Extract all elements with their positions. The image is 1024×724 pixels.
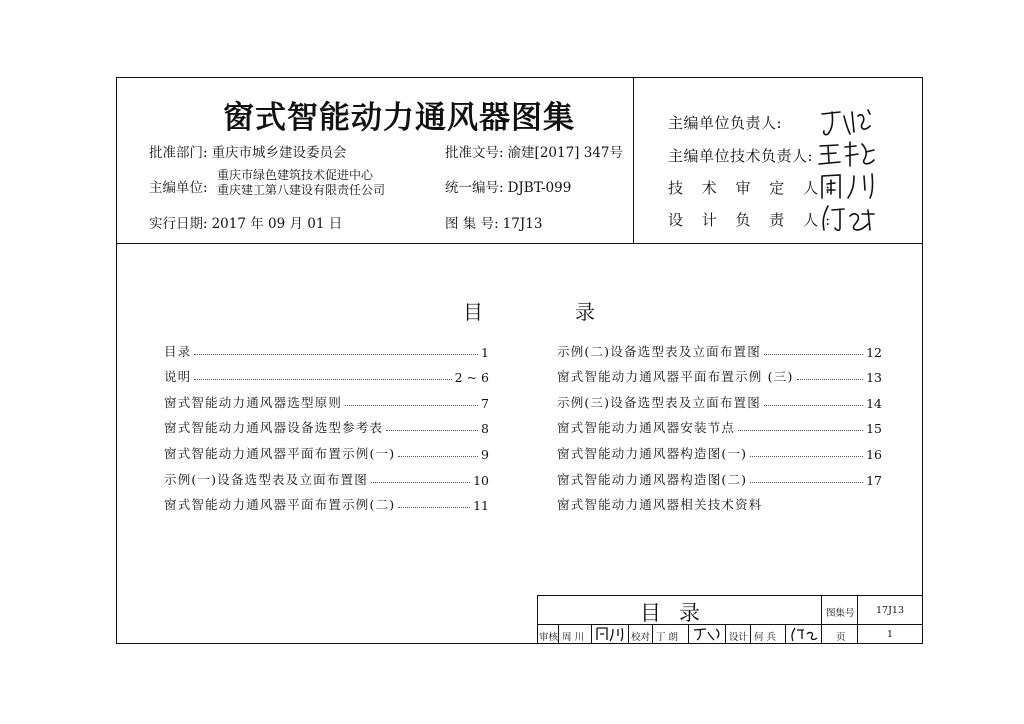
toc-entry[interactable] bbox=[557, 385, 882, 411]
toc-entry-page: 9 bbox=[481, 446, 489, 462]
toc-entry-label: 窗式智能动力通风器构造图(二) bbox=[557, 471, 748, 487]
unified-no-value: DJBT-099 bbox=[507, 180, 572, 196]
header-divider bbox=[116, 243, 923, 244]
leader-dots bbox=[738, 430, 863, 431]
title-block-row-divider bbox=[537, 624, 923, 625]
approval-dept-value: 重庆市城乡建设委员会 bbox=[211, 145, 347, 161]
signature-chief bbox=[818, 106, 878, 138]
toc-entry-page: 1 bbox=[481, 344, 489, 360]
toc-entry-page: 11 bbox=[473, 498, 489, 514]
toc-entry-page: 13 bbox=[866, 370, 882, 386]
toc-title-right: 录 bbox=[575, 300, 595, 324]
title-block-divider bbox=[652, 624, 653, 644]
toc-entry-page: 12 bbox=[866, 344, 882, 360]
approval-no bbox=[445, 141, 623, 161]
title-block-atlas-label: 图集号 bbox=[826, 608, 855, 619]
toc-entry[interactable] bbox=[557, 436, 882, 462]
toc-entry[interactable] bbox=[557, 360, 882, 386]
design-label: 设计 bbox=[729, 632, 749, 643]
leader-dots bbox=[797, 379, 864, 380]
leader-dots bbox=[764, 354, 863, 355]
signature-tech bbox=[818, 138, 878, 170]
toc-entry[interactable] bbox=[557, 411, 882, 437]
toc-entry[interactable] bbox=[557, 488, 882, 514]
toc-entry-page: 14 bbox=[866, 395, 882, 411]
title-block-divider bbox=[750, 624, 751, 644]
toc-entry-page: 7 bbox=[481, 395, 489, 411]
page-label: 页 bbox=[836, 632, 846, 643]
atlas-no bbox=[445, 212, 542, 232]
toc-left-column bbox=[164, 334, 489, 513]
designer-signature bbox=[789, 626, 819, 642]
title-block-divider bbox=[558, 624, 559, 644]
toc-entry[interactable] bbox=[164, 436, 489, 462]
checker-name: 丁 朗 bbox=[656, 632, 679, 643]
toc-title-left: 目 bbox=[463, 300, 483, 324]
title-block-divider bbox=[725, 624, 726, 644]
toc-entry-label: 窗式智能动力通风器平面布置示例(二) bbox=[164, 497, 396, 513]
toc-entry-label: 示例(一)设备选型表及立面布置图 bbox=[164, 471, 368, 487]
title-block-divider bbox=[688, 624, 689, 644]
toc-entry[interactable] bbox=[164, 385, 489, 411]
toc-entry-label: 窗式智能动力通风器设备选型参考表 bbox=[164, 420, 384, 436]
toc-entry-label: 窗式智能动力通风器平面布置示例 (三) bbox=[557, 369, 794, 385]
leader-dots bbox=[398, 507, 470, 508]
approval-no-label: 批准文号: bbox=[445, 145, 504, 161]
title-block-atlas-no: 17J13 bbox=[876, 605, 904, 616]
toc-entry[interactable] bbox=[557, 462, 882, 488]
toc-entry-page: 2 ~ 6 bbox=[454, 370, 489, 386]
title-block-title: 目录 bbox=[640, 601, 718, 625]
toc-entry-label: 窗式智能动力通风器平面布置示例(一) bbox=[164, 445, 396, 461]
impl-date-label: 实行日期: bbox=[149, 216, 208, 232]
impl-date bbox=[149, 212, 342, 232]
toc-entry-page: 17 bbox=[866, 472, 882, 488]
impl-date-value: 2017 年 09 月 01 日 bbox=[211, 216, 343, 232]
toc-entry-label: 窗式智能动力通风器相关技术资料 bbox=[557, 497, 763, 513]
toc-entry-label: 示例(三)设备选型表及立面布置图 bbox=[557, 394, 761, 410]
editor-org-2: 重庆建工第八建设有限责任公司 bbox=[217, 183, 386, 197]
check-label: 校对 bbox=[631, 632, 651, 643]
title-block-divider bbox=[628, 624, 629, 644]
title-block-divider bbox=[821, 595, 822, 644]
leader-dots bbox=[398, 456, 478, 457]
editor-org-1: 重庆市绿色建筑技术促进中心 bbox=[217, 168, 374, 182]
toc-entry[interactable] bbox=[557, 334, 882, 360]
leader-dots bbox=[194, 354, 478, 355]
toc-entry-label: 说明 bbox=[164, 369, 192, 385]
responsible-review: 技 术 审 定 人: bbox=[668, 179, 838, 197]
leader-dots bbox=[750, 456, 863, 457]
editor-label: 主编单位: bbox=[149, 180, 208, 196]
header-vertical-divider bbox=[633, 77, 634, 243]
toc-entry-label: 目录 bbox=[164, 343, 192, 359]
approval-no-value: 渝建[2017] 347号 bbox=[507, 145, 624, 161]
toc-entry[interactable] bbox=[164, 360, 489, 386]
approval-dept-label: 批准部门: bbox=[149, 145, 208, 161]
atlas-no-value: 17J13 bbox=[502, 216, 543, 232]
review-label: 审核 bbox=[539, 632, 559, 643]
toc-entry-page: 10 bbox=[473, 472, 489, 488]
toc-right-column bbox=[557, 334, 882, 513]
signature-review bbox=[818, 170, 878, 202]
atlas-title: 窗式智能动力通风器图集 bbox=[223, 100, 575, 136]
checker-signature bbox=[692, 626, 722, 642]
page-number: 1 bbox=[887, 629, 894, 640]
leader-dots bbox=[386, 430, 478, 431]
editor-orgs bbox=[217, 168, 385, 198]
designer-name: 何 兵 bbox=[754, 632, 777, 643]
title-block-divider bbox=[857, 595, 858, 644]
title-block-divider bbox=[785, 624, 786, 644]
leader-dots bbox=[345, 405, 478, 406]
toc-entry-label: 窗式智能动力通风器选型原则 bbox=[164, 394, 343, 410]
leader-dots bbox=[764, 405, 863, 406]
atlas-no-label: 图 集 号: bbox=[445, 216, 499, 232]
toc-entry[interactable] bbox=[164, 334, 489, 360]
responsible-tech: 主编单位技术负责人: bbox=[668, 147, 814, 165]
toc-entry-page: 16 bbox=[866, 446, 882, 462]
toc-entry-page: 8 bbox=[481, 421, 489, 437]
unified-no-label: 统一编号: bbox=[445, 180, 504, 196]
toc-entry-label: 窗式智能动力通风器构造图(一) bbox=[557, 445, 748, 461]
toc-entry[interactable] bbox=[164, 488, 489, 514]
reviewer-name: 周 川 bbox=[562, 632, 585, 643]
toc-entry[interactable] bbox=[164, 411, 489, 437]
toc-entry-page: 15 bbox=[866, 421, 882, 437]
leader-dots bbox=[750, 482, 863, 483]
toc-entry[interactable] bbox=[164, 462, 489, 488]
toc-entry-label: 示例(二)设备选型表及立面布置图 bbox=[557, 343, 761, 359]
responsible-chief: 主编单位负责人: bbox=[668, 114, 783, 132]
responsible-design: 设 计 负 责 人: bbox=[668, 211, 838, 229]
leader-dots bbox=[194, 379, 451, 380]
signature-design bbox=[818, 202, 878, 234]
reviewer-signature bbox=[595, 626, 625, 642]
leader-dots bbox=[371, 482, 470, 483]
toc-entry-label: 窗式智能动力通风器安装节点 bbox=[557, 420, 736, 436]
approval-dept bbox=[149, 141, 347, 161]
unified-no bbox=[445, 176, 571, 196]
title-block-divider bbox=[591, 624, 592, 644]
